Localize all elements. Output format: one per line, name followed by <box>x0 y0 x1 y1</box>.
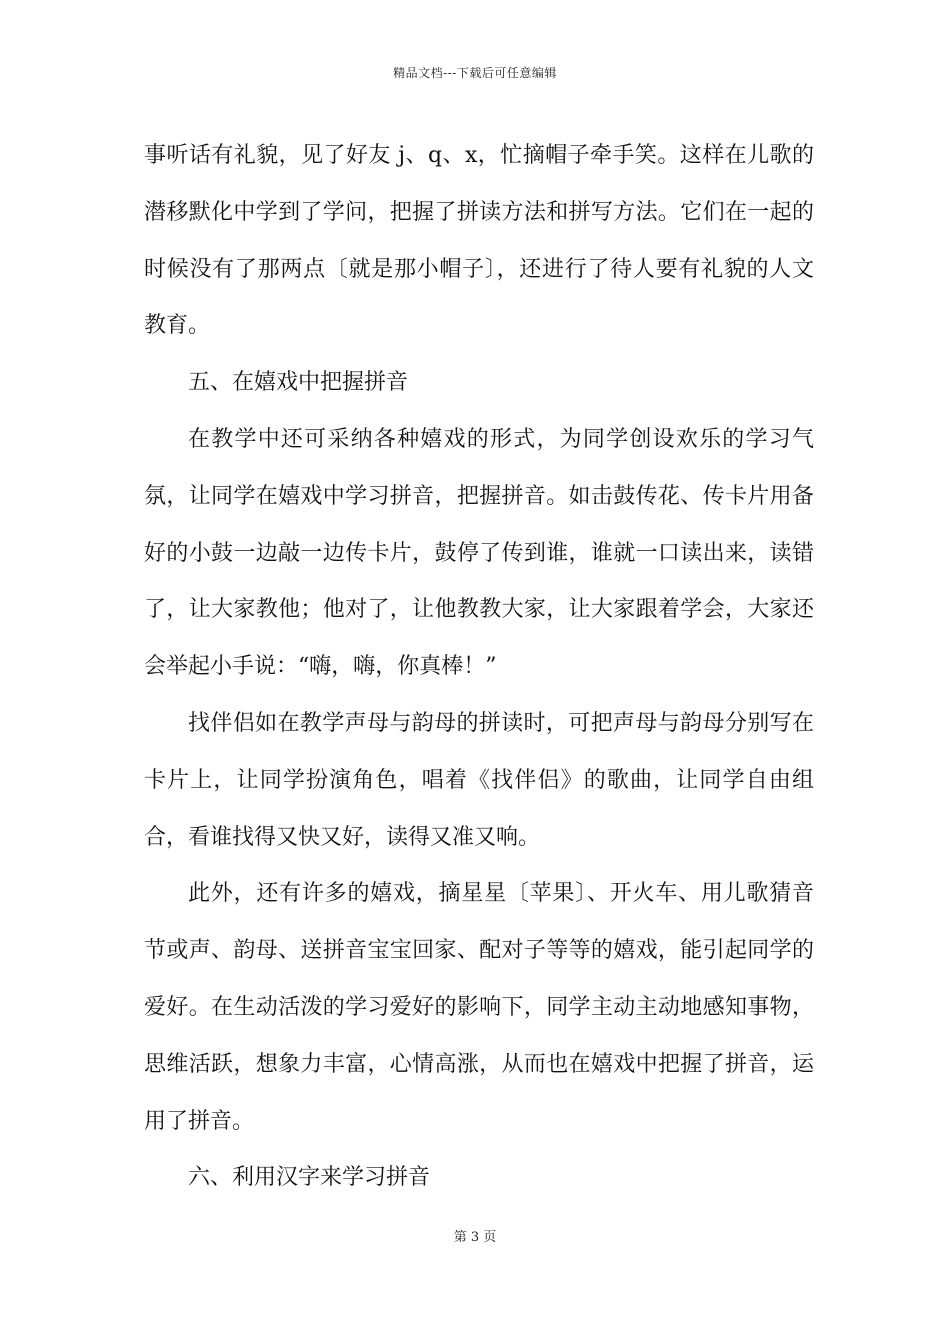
page-number: 第 3 页 <box>453 1230 497 1245</box>
body-paragraph: 此外，还有许多的嬉戏，摘星星〔苹果〕、开火车、用儿歌猜音节或声、韵母、送拼音宝宝回家、配对子等等的嬉戏，能引起同学的爱好。在生动活泼的学习爱好的影响下，同学主动主动地感知事物，思维活跃，想象力丰富，心情高涨，从而也在嬉戏中把握了拼音，运用了拼音。 <box>144 881 814 1134</box>
page-header: 精品文档---下载后可任意编辑 <box>393 66 557 80</box>
body-paragraph: 找伴侣如在教学声母与韵母的拼读时，可把声母与韵母分别写在卡片上，让同学扮演角色，唱着《找伴侣》的歌曲，让同学自由组合，看谁找得又快又好，读得又准又响。 <box>144 710 814 850</box>
body-paragraph: 事听话有礼貌，见了好友 j、q、x，忙摘帽子牵手笑。这样在儿歌的潜移默化中学到了学问，把握了拼读方法和拼写方法。它们在一起的时候没有了那两点〔就是那小帽子〕，还进行了待人要有礼貌的人文教育。 <box>144 143 814 339</box>
section-heading-5: 五、在嬉戏中把握拼音 <box>188 370 409 396</box>
section-heading-6: 六、利用汉字来学习拼音 <box>188 1165 431 1191</box>
body-paragraph: 在教学中还可采纳各种嬉戏的形式，为同学创设欢乐的学习气氛，让同学在嬉戏中学习拼音，把握拼音。如击鼓传花、传卡片用备好的小鼓一边敲一边传卡片，鼓停了传到谁，谁就一口读出来，读错了，让大家教他；他对了，让他教教大家，让大家跟着学会，大家还会举起小手说：“嗨，嗨，你真棒！” <box>144 426 814 680</box>
document-body <box>144 128 814 1207</box>
